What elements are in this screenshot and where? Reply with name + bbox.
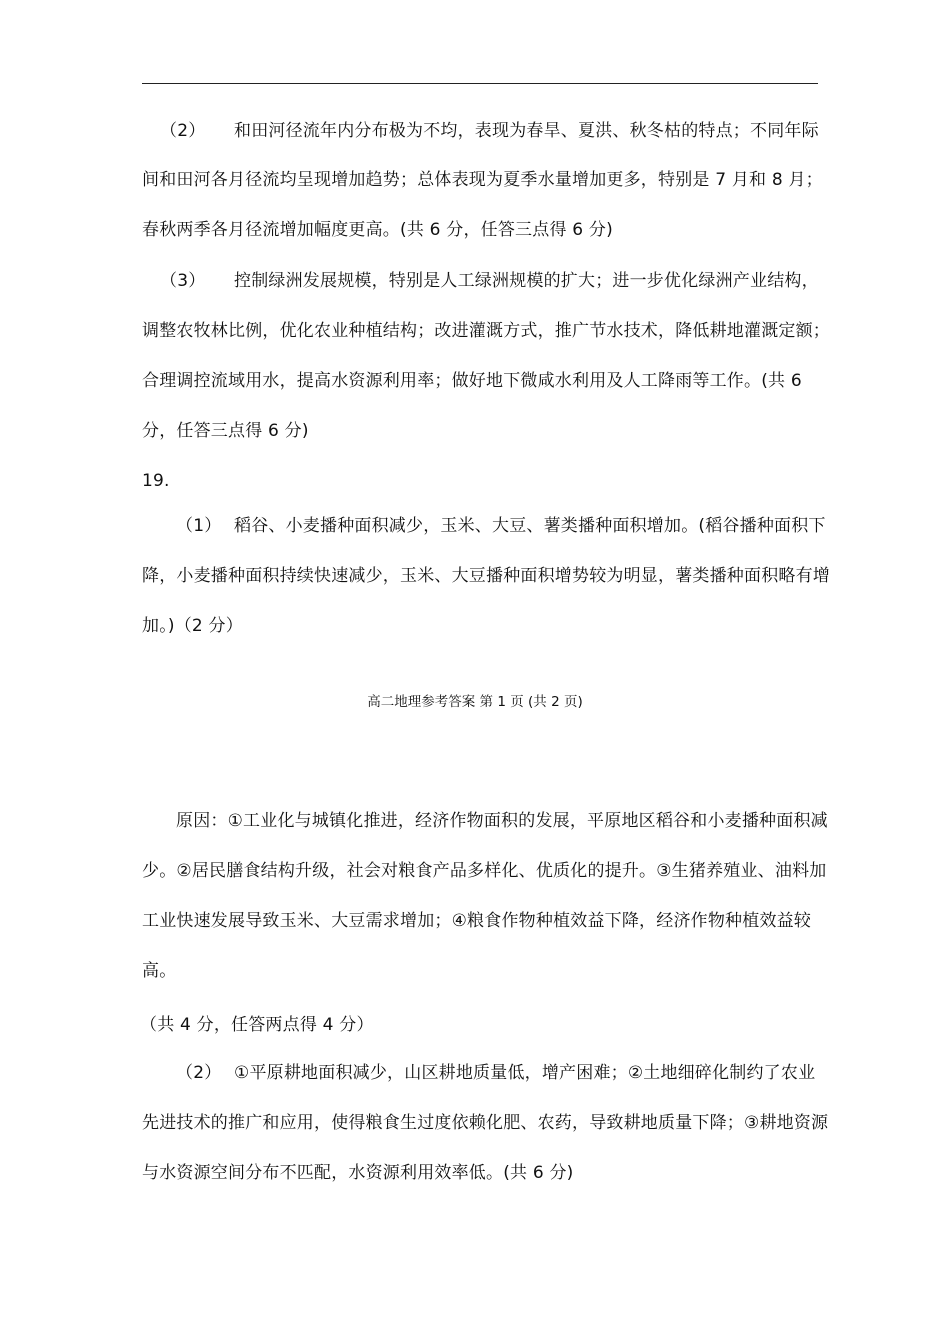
page-footer: 高二地理参考答案 第 1 页 (共 2 页): [367, 694, 583, 710]
q19-p1-text-1: 稻谷、小麦播种面积减少，玉米、大豆、薯类播种面积增加。(稻谷播种面积下: [234, 516, 826, 536]
reason-line-3: 工业快速发展导致玉米、大豆需求增加；④粮食作物种植效益下降，经济作物种植效益较: [142, 911, 812, 931]
q19-p1-line-2: 降，小麦播种面积持续快速减少，玉米、大豆播种面积增势较为明显，薯类播种面积略有增: [142, 566, 830, 586]
reason-line-4: 高。: [142, 961, 177, 981]
q18-p2-number: （2）: [160, 121, 206, 141]
q19-p2-line-2: 先进技术的推广和应用，使得粮食生过度依赖化肥、农药，导致耕地质量下降；③耕地资源: [142, 1113, 829, 1133]
q18-p2-text-1: 和田河径流年内分布极为不均，表现为春旱、夏洪、秋冬枯的特点；不同年际: [234, 121, 819, 141]
q19-p2-number: （2）: [176, 1063, 222, 1083]
q18-p3-line-2: 调整农牧林比例，优化农业种植结构；改进灌溉方式，推广节水技术，降低耕地灌溉定额；: [142, 321, 830, 341]
q19-p1-number: （1）: [176, 516, 222, 536]
q18-p3-line-3: 合理调控流域用水，提高水资源利用率；做好地下微咸水利用及人工降雨等工作。(共 6: [142, 371, 802, 391]
q18-p2-line-1: [160, 119, 819, 143]
q18-p2-line-2: 间和田河各月径流均呈现增加趋势；总体表现为夏季水量增加更多，特别是 7 月和 8 月；: [142, 170, 823, 190]
q18-p3-text-1: 控制绿洲发展规模，特别是人工绿洲规模的扩大；进一步优化绿洲产业结构，: [234, 271, 819, 291]
q19-p2-line-1: [176, 1061, 815, 1085]
header-rule: [142, 83, 818, 84]
q19-p1-line-1: [176, 514, 826, 538]
reason-score: （共 4 分，任答两点得 4 分）: [140, 1015, 374, 1035]
q19-label: 19.: [142, 471, 170, 491]
q18-p2-line-3: 春秋两季各月径流增加幅度更高。(共 6 分，任答三点得 6 分): [142, 220, 613, 240]
q18-p3-line-4: 分，任答三点得 6 分): [142, 421, 309, 441]
q18-p3-line-1: [160, 269, 819, 293]
q19-p2-line-3: 与水资源空间分布不匹配，水资源利用效率低。(共 6 分): [142, 1163, 574, 1183]
reason-line-2: 少。②居民膳食结构升级，社会对粮食产品多样化、优质化的提升。③生猪养殖业、油料加: [142, 861, 827, 881]
reason-line-1: 原因：①工业化与城镇化推进，经济作物面积的发展，平原地区稻谷和小麦播种面积减: [176, 811, 828, 831]
q19-p2-text-1: ①平原耕地面积减少，山区耕地质量低，增产困难；②土地细碎化制约了农业: [234, 1063, 816, 1083]
q18-p3-number: （3）: [160, 271, 206, 291]
q19-p1-line-3: 加。)（2 分）: [142, 616, 243, 636]
